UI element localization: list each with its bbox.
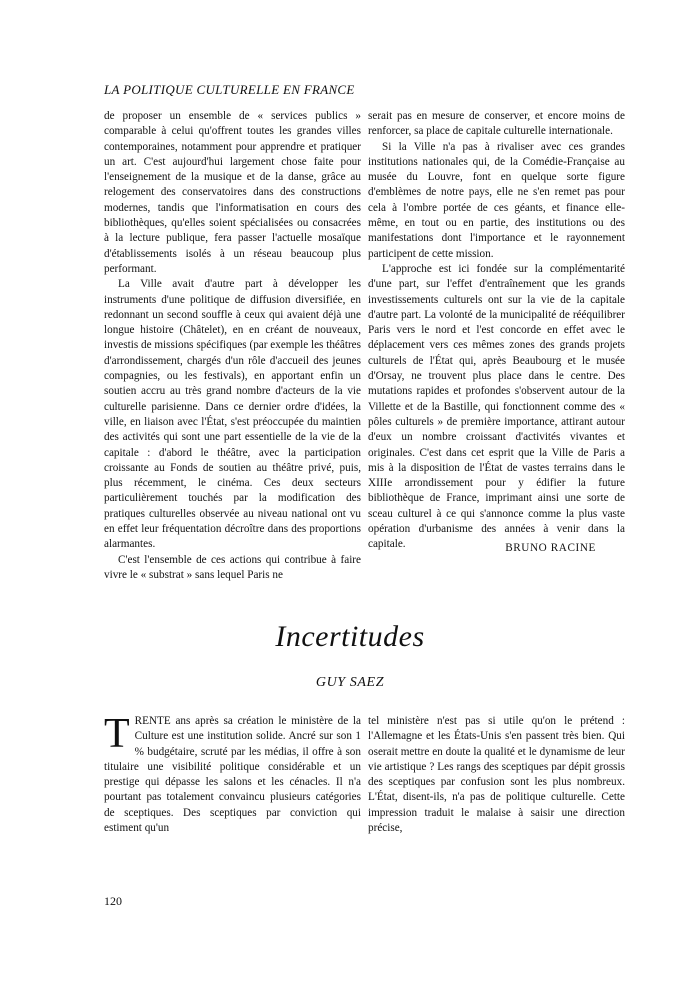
paragraph-text: ans après sa création le ministère de la Culture est une institution solide. Ancré sur son 1 % budgétaire, scruté par les médias, il offre à son titulaire une visibilité politique considérable et un prestige qui dépasse les salons et les cénacles. Il n'a pourtant pas totalement convaincu plusieurs catégories de sceptiques. Des sceptiques par conviction qui estiment qu'un (104, 715, 361, 835)
paragraph: L'approche est ici fondée sur la complémentarité d'une part, sur l'effet d'entraînement que les grands investissements culturels ont sur la vie de la capitale d'autre part. La volonté de la municipalité de rééquilibrer Paris vers le nord et l'est concorde en effet avec le déplacement vers ces mêmes zones des grands projets culturels de l'État qui, après Beaubourg et le musée d'Orsay, ne trouvent plus place dans le centre. Des mutations rapides et profondes s'observent autour de la Villette et de la Bastille, qui fonctionnent comme des « pôles culturels » de première importance, attirant autour d'eux un nombre croissant d'activités vivantes et originales. C'est dans cet esprit que la Ville de Paris a mis à la disposition de l'État de vastes terrains dans le XIIIe arrondissement pour y édifier la future bibliothèque de France, imprimant ainsi une sorte de sceau culturel à ce qui s'annonce comme la plus vaste opération d'urbanisme des années à venir dans la capitale. (368, 262, 625, 551)
paragraph: de proposer un ensemble de « services publics » comparable à celui qu'offrent toutes les grandes villes contemporaines, notamment pour apprendre et pratiquer un art. C'est aujourd'hui largement chose faite pour l'enseignement de la musique et de la danse, grâce au relogement des conservatoires dans des constructions modernes, tandis que l'informatisation en cours des bibliothèques, qu'elles soient spécialisées ou consacrées à la lecture publique, fera passer l'actuelle mosaïque d'établissements isolés à un réseau beaucoup plus performant. (104, 110, 361, 275)
author-signature: BRUNO RACINE (505, 542, 596, 554)
paragraph: tel ministère n'est pas si utile qu'on le prétend : l'Allemagne et les États-Unis s'en passent très bien. Qui oserait mettre en doute la qualité et le dynamisme de leur vie artistique ? Les rangs des sceptiques par dépit grossis des sceptiques par confusion sont les plus nombreux. L'État, disent-ils, n'a pas de politique culturelle. Cette impression traduit le malaise à saisir une direction précise, (368, 715, 625, 835)
article1-column-left (104, 109, 361, 583)
page-number: 120 (104, 894, 122, 908)
paragraph: serait pas en mesure de conserver, et encore moins de renforcer, sa place de capitale culturelle internationale. (368, 110, 625, 138)
paragraph: La Ville avait d'autre part à développer les instruments d'une politique de diffusion diversifiée, en redonnant un second souffle à ceux qui avaient déjà une longue histoire (Châtelet), en en créant de nouveaux, investis de missions spécifiques (par exemple les théâtres d'arrondissement, chargés d'un rôle d'accueil des jeunes compagnies, ou les festivals), en apportant enfin un soutien accru au très grand nombre d'acteurs de la vie culturelle parisienne. Dans ce dernier ordre d'idées, la ville, en liaison avec l'État, s'est préoccupée du maintien des activités qui sont une part essentielle de la vie de la capitale : d'abord le théâtre, avec la participation croissante au Fonds de soutien au théâtre privé, puis, plus récemment, le cinéma. Ces deux secteurs particulièrement touchés par la modification des pratiques culturelles observée au niveau national ont vu en effet leur fréquentation décroître dans des proportions alarmantes. (104, 278, 361, 551)
article2-column-left (104, 711, 361, 836)
paragraph: Si la Ville n'a pas à rivaliser avec ces grandes institutions nationales qui, de la Comédie-Française au musée du Louvre, font en quelque sorte figure d'emblèmes de notre pays, elle ne s'en remet pas pour cela à l'ombre portée de ces géants, et finance elle-même, en tout ou en partie, des institutions ou des manifestations dont l'importance et le rayonnement participent de cette mission. (368, 140, 625, 260)
running-head: LA POLITIQUE CULTURELLE EN FRANCE (104, 82, 355, 97)
lead-smallcaps: RENTE (134, 715, 171, 727)
article1-column-right (368, 109, 625, 553)
paragraph: C'est l'ensemble de ces actions qui contribue à faire vivre le « substrat » sans lequel Paris ne (104, 553, 361, 581)
paragraph (104, 711, 361, 836)
drop-cap: T (104, 711, 130, 757)
article-title: Incertitudes (275, 620, 425, 653)
article2-column-right (368, 714, 625, 836)
article-author: GUY SAEZ (315, 675, 385, 690)
